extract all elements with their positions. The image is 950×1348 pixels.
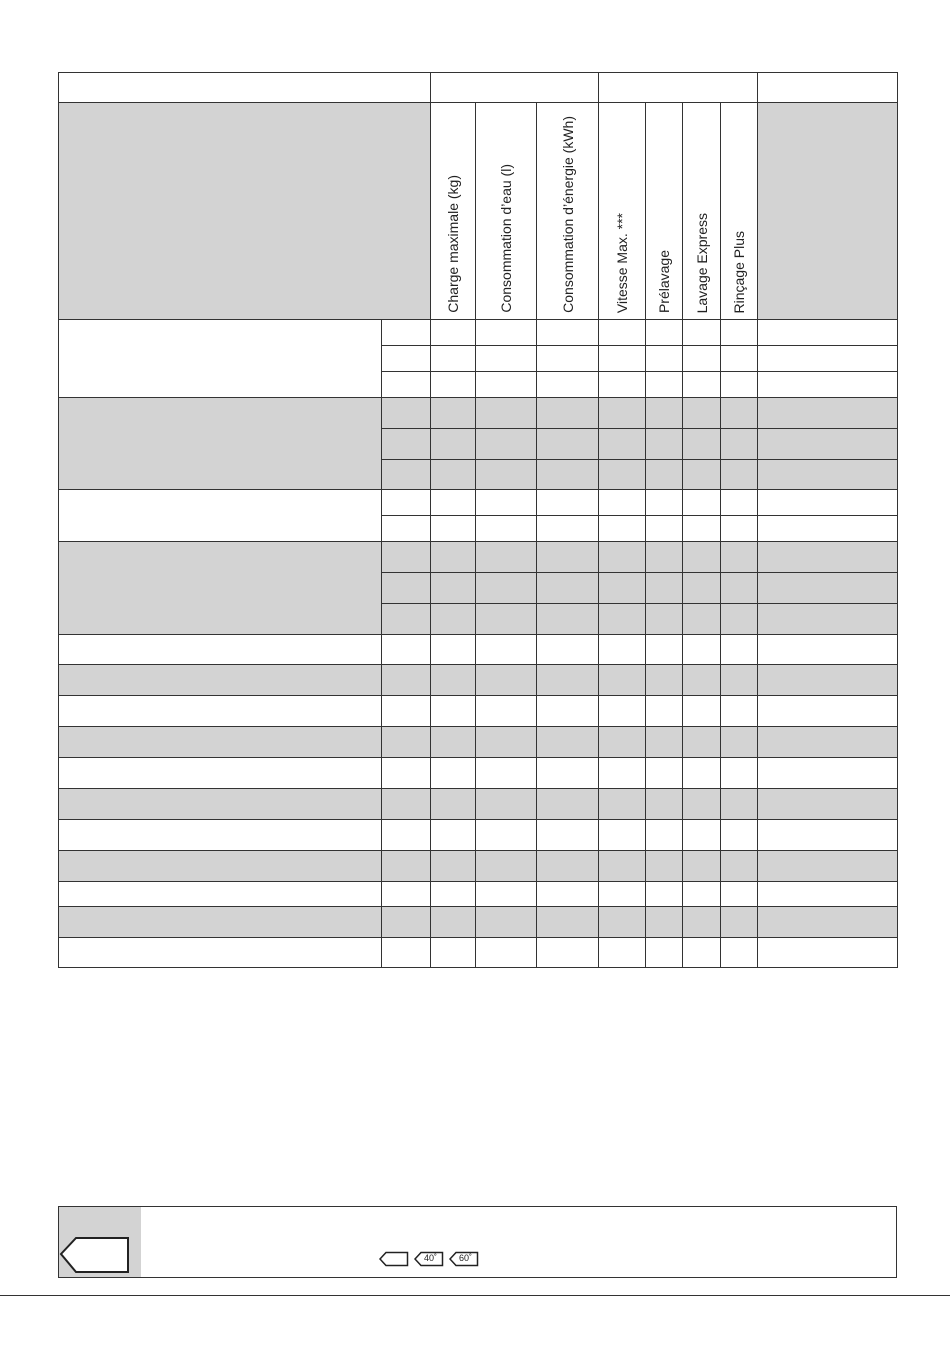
header-max-speed: Vitesse Max. ***: [599, 103, 646, 320]
table-row: [59, 665, 898, 696]
program-table: [58, 72, 898, 968]
temperature-tags: [379, 1251, 479, 1267]
header-prewash: Prélavage: [646, 103, 683, 320]
table-row: [59, 789, 898, 820]
header-row: [59, 103, 898, 320]
header-water: Consommation d’eau (l): [476, 103, 537, 320]
header-energy: Consommation d’énergie (kWh): [537, 103, 599, 320]
table-row: [59, 490, 898, 516]
table-row: [59, 398, 898, 429]
table-row: [59, 727, 898, 758]
table-row: [59, 758, 898, 789]
table-row: [59, 696, 898, 727]
top-group-row: [59, 73, 898, 103]
header-express: Lavage Express: [683, 103, 721, 320]
page-bottom-rule: [0, 1295, 950, 1296]
footnote-box: [58, 1206, 897, 1278]
blank-tag-icon: [379, 1251, 409, 1267]
table-row: [59, 635, 898, 665]
table-row: [59, 938, 898, 968]
table-row: [59, 320, 898, 346]
table-row: [59, 882, 898, 907]
table-row: [59, 542, 898, 573]
label-tag-icon: [59, 1235, 131, 1275]
tag-40-icon: 40˚: [414, 1251, 444, 1267]
table-row: [59, 851, 898, 882]
header-rinse-plus: Rinçage Plus: [721, 103, 758, 320]
table-row: [59, 820, 898, 851]
header-max-load: Charge maximale (kg): [431, 103, 476, 320]
tag-60-icon: 60˚: [449, 1251, 479, 1267]
table-row: [59, 907, 898, 938]
